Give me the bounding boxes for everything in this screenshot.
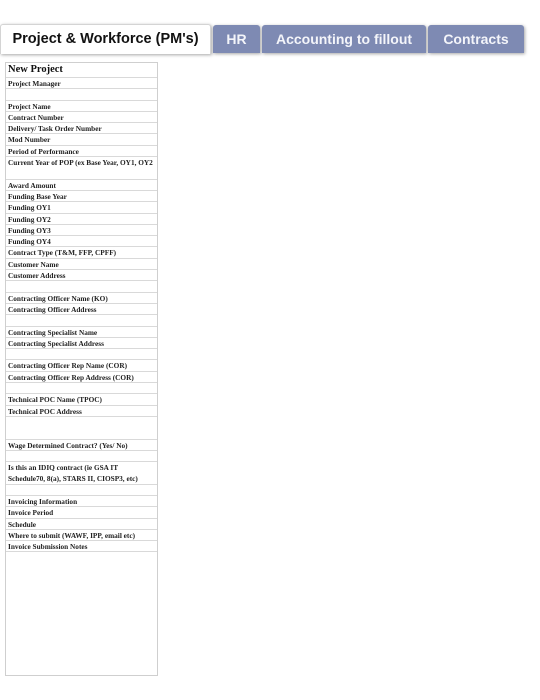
row-mod-number[interactable]: Mod Number [6,134,157,145]
row-period-of-performance[interactable]: Period of Performance [6,146,157,157]
sheet-tab-bar [0,0,540,58]
row-funding-oy2[interactable]: Funding OY2 [6,214,157,225]
blank-row[interactable] [6,485,157,496]
row-funding-oy1[interactable]: Funding OY1 [6,202,157,213]
row-funding-oy3[interactable]: Funding OY3 [6,225,157,236]
new-project-form [5,62,158,676]
tab-accounting[interactable]: Accounting to fillout [262,25,426,53]
row-tpoc-name[interactable]: Technical POC Name (TPOC) [6,394,157,405]
blank-row[interactable] [6,315,157,326]
row-contracting-officer-address[interactable]: Contracting Officer Address [6,304,157,315]
row-idiq-contract[interactable]: Is this an IDIQ contract (ie GSA IT Schedule70, 8(a), STARS II, CIOSP3, etc) [6,462,157,485]
row-funding-oy4[interactable]: Funding OY4 [6,236,157,247]
row-cor-address[interactable]: Contracting Officer Rep Address (COR) [6,372,157,383]
row-funding-base-year[interactable]: Funding Base Year [6,191,157,202]
tab-hr[interactable]: HR [213,25,260,53]
row-where-to-submit[interactable]: Where to submit (WAWF, IPP, email etc) [6,530,157,541]
row-contracting-specialist-address[interactable]: Contracting Specialist Address [6,338,157,349]
tab-project-workforce[interactable]: Project & Workforce (PM's) [0,24,211,54]
row-contract-type[interactable]: Contract Type (T&M, FFP, CPFF) [6,247,157,258]
blank-row[interactable] [6,417,157,440]
blank-row[interactable] [6,281,157,292]
row-invoicing-information[interactable]: Invoicing Information [6,496,157,507]
row-current-year-of-pop[interactable]: Current Year of POP (ex Base Year, OY1, OY2 [6,157,157,180]
row-project-name[interactable]: Project Name [6,101,157,112]
row-award-amount[interactable]: Award Amount [6,180,157,191]
row-invoice-submission-notes[interactable]: Invoice Submission Notes [6,541,157,552]
row-schedule[interactable]: Schedule [6,519,157,530]
row-contract-number[interactable]: Contract Number [6,112,157,123]
row-contracting-specialist-name[interactable]: Contracting Specialist Name [6,327,157,338]
row-project-manager[interactable]: Project Manager [6,78,157,89]
row-contracting-officer-name[interactable]: Contracting Officer Name (KO) [6,293,157,304]
blank-row[interactable] [6,451,157,462]
row-invoice-period[interactable]: Invoice Period [6,507,157,518]
tab-contracts[interactable]: Contracts [428,25,524,53]
row-customer-name[interactable]: Customer Name [6,259,157,270]
row-wage-determined[interactable]: Wage Determined Contract? (Yes/ No) [6,440,157,451]
row-tpoc-address[interactable]: Technical POC Address [6,406,157,417]
row-delivery-task-order-number[interactable]: Delivery/ Task Order Number [6,123,157,134]
blank-row[interactable] [6,89,157,100]
row-customer-address[interactable]: Customer Address [6,270,157,281]
blank-row[interactable] [6,383,157,394]
blank-row[interactable] [6,349,157,360]
row-cor-name[interactable]: Contracting Officer Rep Name (COR) [6,360,157,371]
form-title: New Project [6,63,157,78]
